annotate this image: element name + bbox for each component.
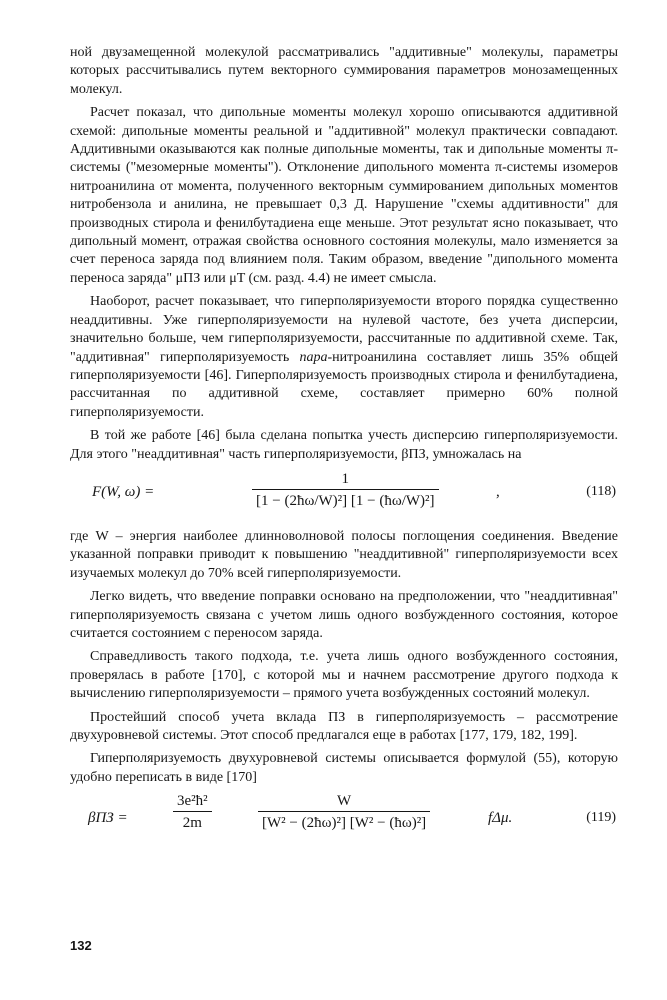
page-number: 132 — [70, 938, 92, 953]
eq119-fraction-2 — [258, 792, 430, 832]
eq118-numerator: 1 — [341, 470, 350, 487]
paragraph-3 — [70, 293, 618, 422]
paragraph-2: Расчет показал, что дипольные моменты молекул хорошо описываются аддитивной схемой: дипольные моменты реальной и "аддитивной" молекул практически совпадают. Аддитивными оказываются как полные дипольные моменты, так и дипольные моменты π-системы ("мезомерные моменты"). Отклонение дипольного момента π-системы изомеров нитроанилина от момента, полученного векторным суммированием дипольных моментов нитробензола и анилина, не превышает 0,3 Д. Нарушение "схемы аддитивности" для производных стирола и фенилбутадиена еще меньше. Этот результат ясно показывает, что дипольный момент, отражая свойства основного состояния молекулы, мало изменяется за счет переноса заряда под влиянием поля. Таким образом, введение "дипольного момента переноса заряда" μПЗ или μT (см. разд. 4.4) не имеет смысла. — [70, 105, 618, 286]
equation-118 — [70, 470, 618, 518]
paragraph-7: Справедливость такого подхода, т.е. учета лишь одного возбужденного состояния, проверялась в работе [170], с которой мы и начнем рассмотрение другого подхода к вычислению гиперполяризуемости – прямого учета возбужденных состояний молекул. — [70, 649, 618, 702]
eq118-fraction — [252, 470, 439, 510]
eq119-f1-numerator: 3e²ħ² — [177, 793, 208, 810]
eq118-number: (118) — [586, 483, 616, 499]
eq118-comma: , — [496, 483, 500, 500]
eq119-tail: fΔμ. — [488, 810, 513, 827]
eq119-f1-denominator: 2m — [182, 815, 202, 832]
eq119-f2-numerator: W — [337, 793, 352, 810]
paragraph-5: где W – энергия наиболее длинноволновой полосы поглощения соединения. Введение указанной поправки приводит к повышению "неаддитивной" гиперполяризуемости всех изучаемых молекул до 70% всей гиперполяризуемости. — [70, 528, 618, 581]
eq119-number: (119) — [586, 810, 616, 826]
equation-119 — [70, 792, 618, 848]
paragraph-1: ной двузамещенной молекулой рассматривались "аддитивные" молекулы, параметры которых рассчитывались путем векторного суммирования параметров монозамещенных молекул. — [70, 45, 618, 97]
eq118-lhs: F(W, ω) = — [92, 483, 155, 500]
paragraph-3-para: пара — [299, 349, 328, 365]
paragraph-4: В той же работе [46] была сделана попытка учесть дисперсию гиперполяризуемости. Для этого "неаддитивная" часть гиперполяризуемости, βПЗ, умножалась на — [70, 428, 618, 462]
eq118-denominator: [1 − (2ħω/W)²] [1 − (ħω/W)²] — [256, 492, 435, 509]
paragraph-8: Простейший способ учета вклада ПЗ в гиперполяризуемость – рассмотрение двухуровневой системы. Этот способ предлагался еще в работах [177, 179, 182, 199]. — [70, 709, 618, 743]
paragraph-3-start: Наоборот, расчет показывает, что гиперполяризуемости второго порядка существенно неаддитивны. Уже гиперполяризуемости на нулевой частоте, без учета дисперсии, значительно больше, чем гиперполяризуемости, рассчитанные по аддитивной схеме. Так, "аддитивная" гиперполяризуемость — [70, 294, 618, 365]
eq119-lhs: βПЗ = — [88, 810, 128, 827]
paragraph-6: Легко видеть, что введение поправки основано на предположении, что "неаддитивная" гиперполяризуемость связана с учетом лишь одного возбужденного состояния, которое считается состоянием с переносом заряда. — [70, 589, 618, 641]
page-body — [70, 44, 618, 858]
paragraph-9: Гиперполяризуемость двухуровневой системы описывается формулой (55), которую удобно переписать в виде [170] — [70, 751, 618, 785]
paragraph-3-end: -нитроанилина составляет лишь 35% общей гиперполяризуемости [46]. Гиперполяризуемость производных стирола и фенилбутадиена, рассчитанная по аддитивной схеме, составляет примерно 60% полной гиперполяризуемости. — [70, 349, 619, 420]
eq119-fraction-1 — [173, 792, 212, 832]
eq119-f2-denominator: [W² − (2ħω)²] [W² − (ħω)²] — [262, 815, 427, 832]
